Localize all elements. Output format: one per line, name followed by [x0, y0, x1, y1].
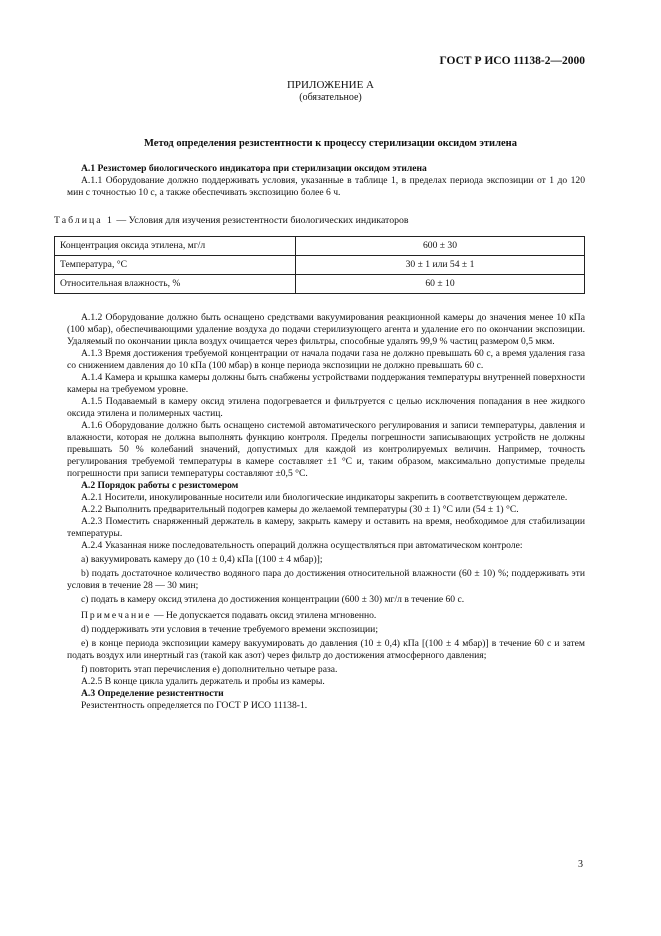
table-cell-value: 60 ± 10	[296, 275, 585, 294]
note-text: — Не допускается подавать оксид этилена мгновенно.	[151, 610, 377, 621]
table1-caption-label: Таблица 1	[54, 215, 114, 226]
list-item-e: e) в конце периода экспозиции камеру вакуумировать до давления (10 ± 0,4) кПа [(100 ± 4 мбар)] в течение 60 с и затем подать воздух или инертный газ (такой как азот) через фильтр до достижения атмосферного давления;	[67, 638, 585, 661]
paragraph-a2-5: А.2.5 В конце цикла удалить держатель и пробы из камеры.	[81, 676, 325, 687]
list-item-f: f) повторить этап перечисления е) дополнительно четыре раза.	[81, 664, 338, 675]
section-a1-heading: А.1 Резистомер биологического индикатора при стерилизации оксидом этилена	[81, 163, 427, 174]
list-item-d: d) поддерживать эти условия в течение требуемого времени экспозиции;	[81, 624, 378, 635]
list-item-b: b) подать достаточное количество водяного пара до достижения относительной влажности (60 ± 10) %; поддерживать эти условия в течение 28 — 30 мин;	[67, 568, 585, 591]
appendix-title: ПРИЛОЖЕНИЕ А	[286, 79, 374, 91]
paragraph-a2-1: А.2.1 Носители, инокулированные носители или биологические индикаторы закрепить в соответствующем держателе.	[81, 492, 568, 503]
table1-caption	[54, 215, 409, 227]
note	[67, 610, 585, 622]
list-item-c: c) подать в камеру оксид этилена до достижения концентрации (600 ± 30) мг/л в течение 60 с.	[81, 594, 465, 605]
paragraph-a2-3: А.2.3 Поместить снаряженный держатель в камеру, закрыть камеру и оставить на время, необходимое для стабилизации температуры.	[67, 516, 585, 539]
section-a1	[67, 163, 585, 199]
paragraph-a2-2: А.2.2 Выполнить предварительный подогрев камеры до желаемой температуры (30 ± 1) °С или (54 ± 1) °С.	[81, 504, 519, 515]
table1-caption-text: — Условия для изучения резистентности биологических индикаторов	[113, 215, 409, 226]
conditions-table	[54, 236, 585, 294]
note-label: Примечание	[81, 610, 152, 621]
paragraph-a1-1: А.1.1 Оборудование должно поддерживать условия, указанные в таблице 1, в пределах периода экспозиции от 1 до 120 мин с точностью 10 с, а также обеспечивать экспозицию более 6 ч.	[67, 175, 585, 198]
paragraph-a1-5: А.1.5 Подаваемый в камеру оксид этилена подогревается и фильтруется с целью исключения попадания в нее жидкого оксида этилена и полимерных частиц.	[67, 396, 585, 419]
table-cell-value: 600 ± 30	[296, 237, 585, 256]
paragraph-a1-2: А.1.2 Оборудование должно быть оснащено средствами вакуумирования реакционной камеры до значения менее 10 кПа (100 мбар), обеспечивающими удаление воздуха до подачи стерилизующего агента и удаление его по окончании экспозиции. Удаляемый по окончании цикла воздух очищается через фильтры, способные удалять 99,9 % частиц размером 0,5 мкм.	[67, 312, 585, 347]
table-cell-param: Относительная влажность, %	[55, 275, 296, 294]
body-text	[67, 312, 585, 712]
paragraph-a1-4: А.1.4 Камера и крышка камеры должны быть снабжены устройствами поддержания температуры внутренней поверхности камеры на требуемом уровне.	[67, 372, 585, 395]
paragraph-a2-4: А.2.4 Указанная ниже последовательность операций должна осуществляться при автоматическом контроле:	[81, 540, 523, 551]
appendix-subtitle: (обязательное)	[299, 92, 362, 103]
document-code: ГОСТ Р ИСО 11138-2—2000	[439, 55, 585, 67]
table-cell-param: Температура, °С	[55, 256, 296, 275]
paragraph-a1-6: А.1.6 Оборудование должно быть оснащено системой автоматического регулирования и записи температуры, давления и влажности, которая не должна выполнять функцию контроля. Пределы погрешности записывающих устройств не должны превышать 50 % колебаний значений, допустимых для каждой из контролируемых величин. Например, точность регулирования требуемой температуры в камере составляет ±1 °С и, таким образом, максимально допустимые пределы погрешности при записи температуры составляют ±0,5 °С.	[67, 420, 585, 479]
method-title: Метод определения резистентности к процессу стерилизации оксидом этилена	[144, 138, 517, 149]
paragraph-a1-3: А.1.3 Время достижения требуемой концентрации от начала подачи газа не должно превышать 60 с, а время удаления газа со снижением давления до 10 кПа (100 мбар) в конце периода экспозиции не должно превышать 60 с.	[67, 348, 585, 371]
section-a3-text: Резистентность определяется по ГОСТ Р ИСО 11138-1.	[81, 700, 308, 711]
table-cell-value: 30 ± 1 или 54 ± 1	[296, 256, 585, 275]
table-row	[55, 237, 585, 256]
section-a2-heading: А.2 Порядок работы с резистомером	[81, 480, 239, 491]
table-row	[55, 256, 585, 275]
table-cell-param: Концентрация оксида этилена, мг/л	[55, 237, 296, 256]
section-a3-heading: А.3 Определение резистентности	[81, 688, 224, 699]
table-row	[55, 275, 585, 294]
page-number: 3	[578, 859, 583, 870]
list-item-a: а) вакуумировать камеру до (10 ± 0,4) кПа [(100 ± 4 мбар)];	[81, 554, 323, 565]
